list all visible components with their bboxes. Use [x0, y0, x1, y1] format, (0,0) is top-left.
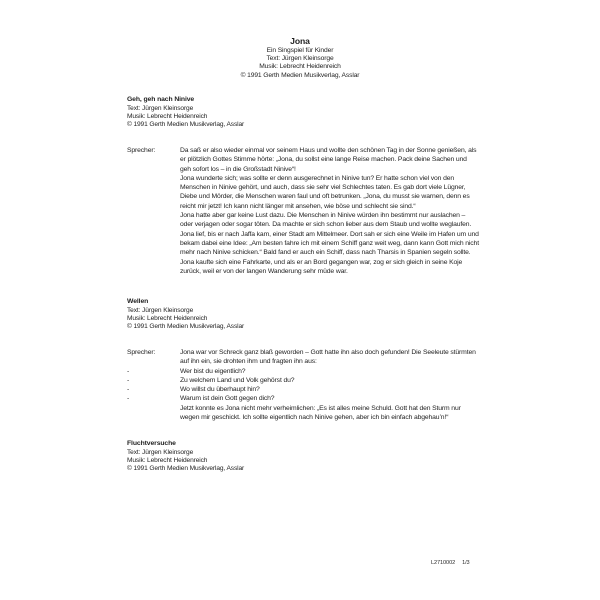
credit-line: © 1991 Gerth Medien Musikverlag, Asslar [127, 323, 245, 330]
section-geh-geh-nach-ninive [127, 96, 479, 129]
credit-line: Text: Jürgen Kleinsorge [127, 448, 194, 456]
speaker-paragraph: Jona hatte aber gar keine Lust dazu. Die Menschen in Ninive würden ihn bestimmt nur auslachen – oder verjagen oder sogar töten. Da machte er sich schon lieber aus dem Staub und wollte weglaufen. Jona lief, bis er nach Jaffa kam, einer Stadt am Mittelmeer. Dort sah er sich eine Weile im Hafen um und bekam dabei eine Idee: „Am besten fahre ich mit einem Schiff ganz weit weg, dann kann Gott mich nicht mehr nach Ninive schicken.“ Bald fand er auch ein Schiff, dass nach Tharsis in Spanien segeln sollte. Jona kaufte sich eine Fahrkarte, und als er an Bord gegangen war, zog er sich gleich in seine Koje zurück, weil er von der langen Wanderung sehr müde war. [180, 212, 479, 275]
section-heading: Wellen [127, 298, 149, 305]
speaker-paragraph: Da saß er also wieder einmal vor seinem Haus und wollte den schönen Tag in der Sonne genießen, als er plötzlich Gottes Stimme hörte: „Jona, du sollst eine lange Reise machen. Pack deine Sachen und geh sofort los – in die Großstadt Ninive“! [180, 147, 477, 173]
speaker-text [180, 404, 479, 423]
question-text: Warum ist dein Gott gegen dich? [180, 395, 275, 403]
credit-line: Text: Jürgen Kleinsorge [127, 104, 194, 112]
copyright-line: © 1991 Gerth Medien Musikverlag, Asslar [240, 71, 360, 79]
credit-line: © 1991 Gerth Medien Musikverlag, Asslar [127, 465, 245, 472]
speaker-row [127, 348, 479, 367]
credit-line: Musik: Lebrecht Heidenreich [127, 112, 208, 120]
title-block [0, 36, 600, 80]
credit-line: © 1991 Gerth Medien Musikverlag, Asslar [127, 121, 245, 128]
speaker-text [180, 348, 479, 367]
question-text: Wer bist du eigentlich? [180, 367, 246, 375]
speaker-row [127, 146, 479, 276]
footer-doc-number: L2710002 [431, 560, 456, 566]
credit-line: Text: Jürgen Kleinsorge [127, 306, 194, 314]
credit-line: Musik: Lebrecht Heidenreich [127, 456, 208, 464]
text-credit-line: Text: Jürgen Kleinsorge [266, 55, 334, 63]
section-wellen [127, 298, 479, 331]
credit-line: Musik: Lebrecht Heidenreich [127, 314, 208, 322]
speaker-block-1 [127, 146, 479, 276]
speaker-block-2 [127, 348, 479, 422]
question-text: Wo willst du überhaupt hin? [180, 386, 260, 394]
question-item [127, 367, 479, 376]
bullet-dash: - [127, 376, 130, 384]
section-heading: Fluchtversuche [127, 440, 176, 447]
subtitle-line: Ein Singspiel für Kinder [266, 47, 334, 54]
music-credit-line: Musik: Lebrecht Heidenreich [259, 63, 341, 71]
question-item [127, 385, 479, 394]
speaker-label: Sprecher: [127, 349, 156, 356]
question-item [127, 394, 479, 403]
speaker-intro: Jona war vor Schreck ganz blaß geworden – Gott hatte ihn also doch gefunden! Die Seeleute stürmten auf ihn ein, sie drohten ihm und fragten ihn aus: [180, 349, 476, 366]
section-fluchtversuche [127, 440, 479, 473]
bullet-dash: - [127, 386, 130, 394]
speaker-label: Sprecher: [127, 147, 156, 154]
speaker-paragraph: Jona wunderte sich; was sollte er denn ausgerechnet in Ninive tun? Er hatte schon viel von den Menschen in Ninive gehört, und auch, dass sie sehr viel Schlechtes taten. Es gab dort viele Lügner, Diebe und Mörder, die Menschen waren faul und oft betrunken. „Jona, du musst sie warnen, denn es reicht mir jetzt! Ich kann nicht länger mit ansehen, wie böse und schlecht sie sind.“ [180, 174, 470, 210]
question-text: Zu welchem Land und Volk gehörst du? [180, 376, 295, 384]
speaker-outro: Jetzt konnte es Jona nicht mehr verheimlichen: „Es ist alles meine Schuld. Gott hat den Sturm nur wegen mir geschickt. Ich sollte eigentlich nach Ninive gehen, aber ich bin einfach abgehau’n!“ [180, 404, 461, 422]
footer-page-number: 1/3 [462, 560, 470, 566]
speaker-row [127, 404, 479, 423]
document-title: Jona [290, 36, 310, 46]
speaker-text [180, 146, 479, 276]
question-item [127, 376, 479, 385]
section-heading: Geh, geh nach Ninive [127, 96, 195, 103]
bullet-dash: - [127, 395, 130, 403]
bullet-dash: - [127, 367, 130, 375]
page-footer [431, 560, 470, 566]
